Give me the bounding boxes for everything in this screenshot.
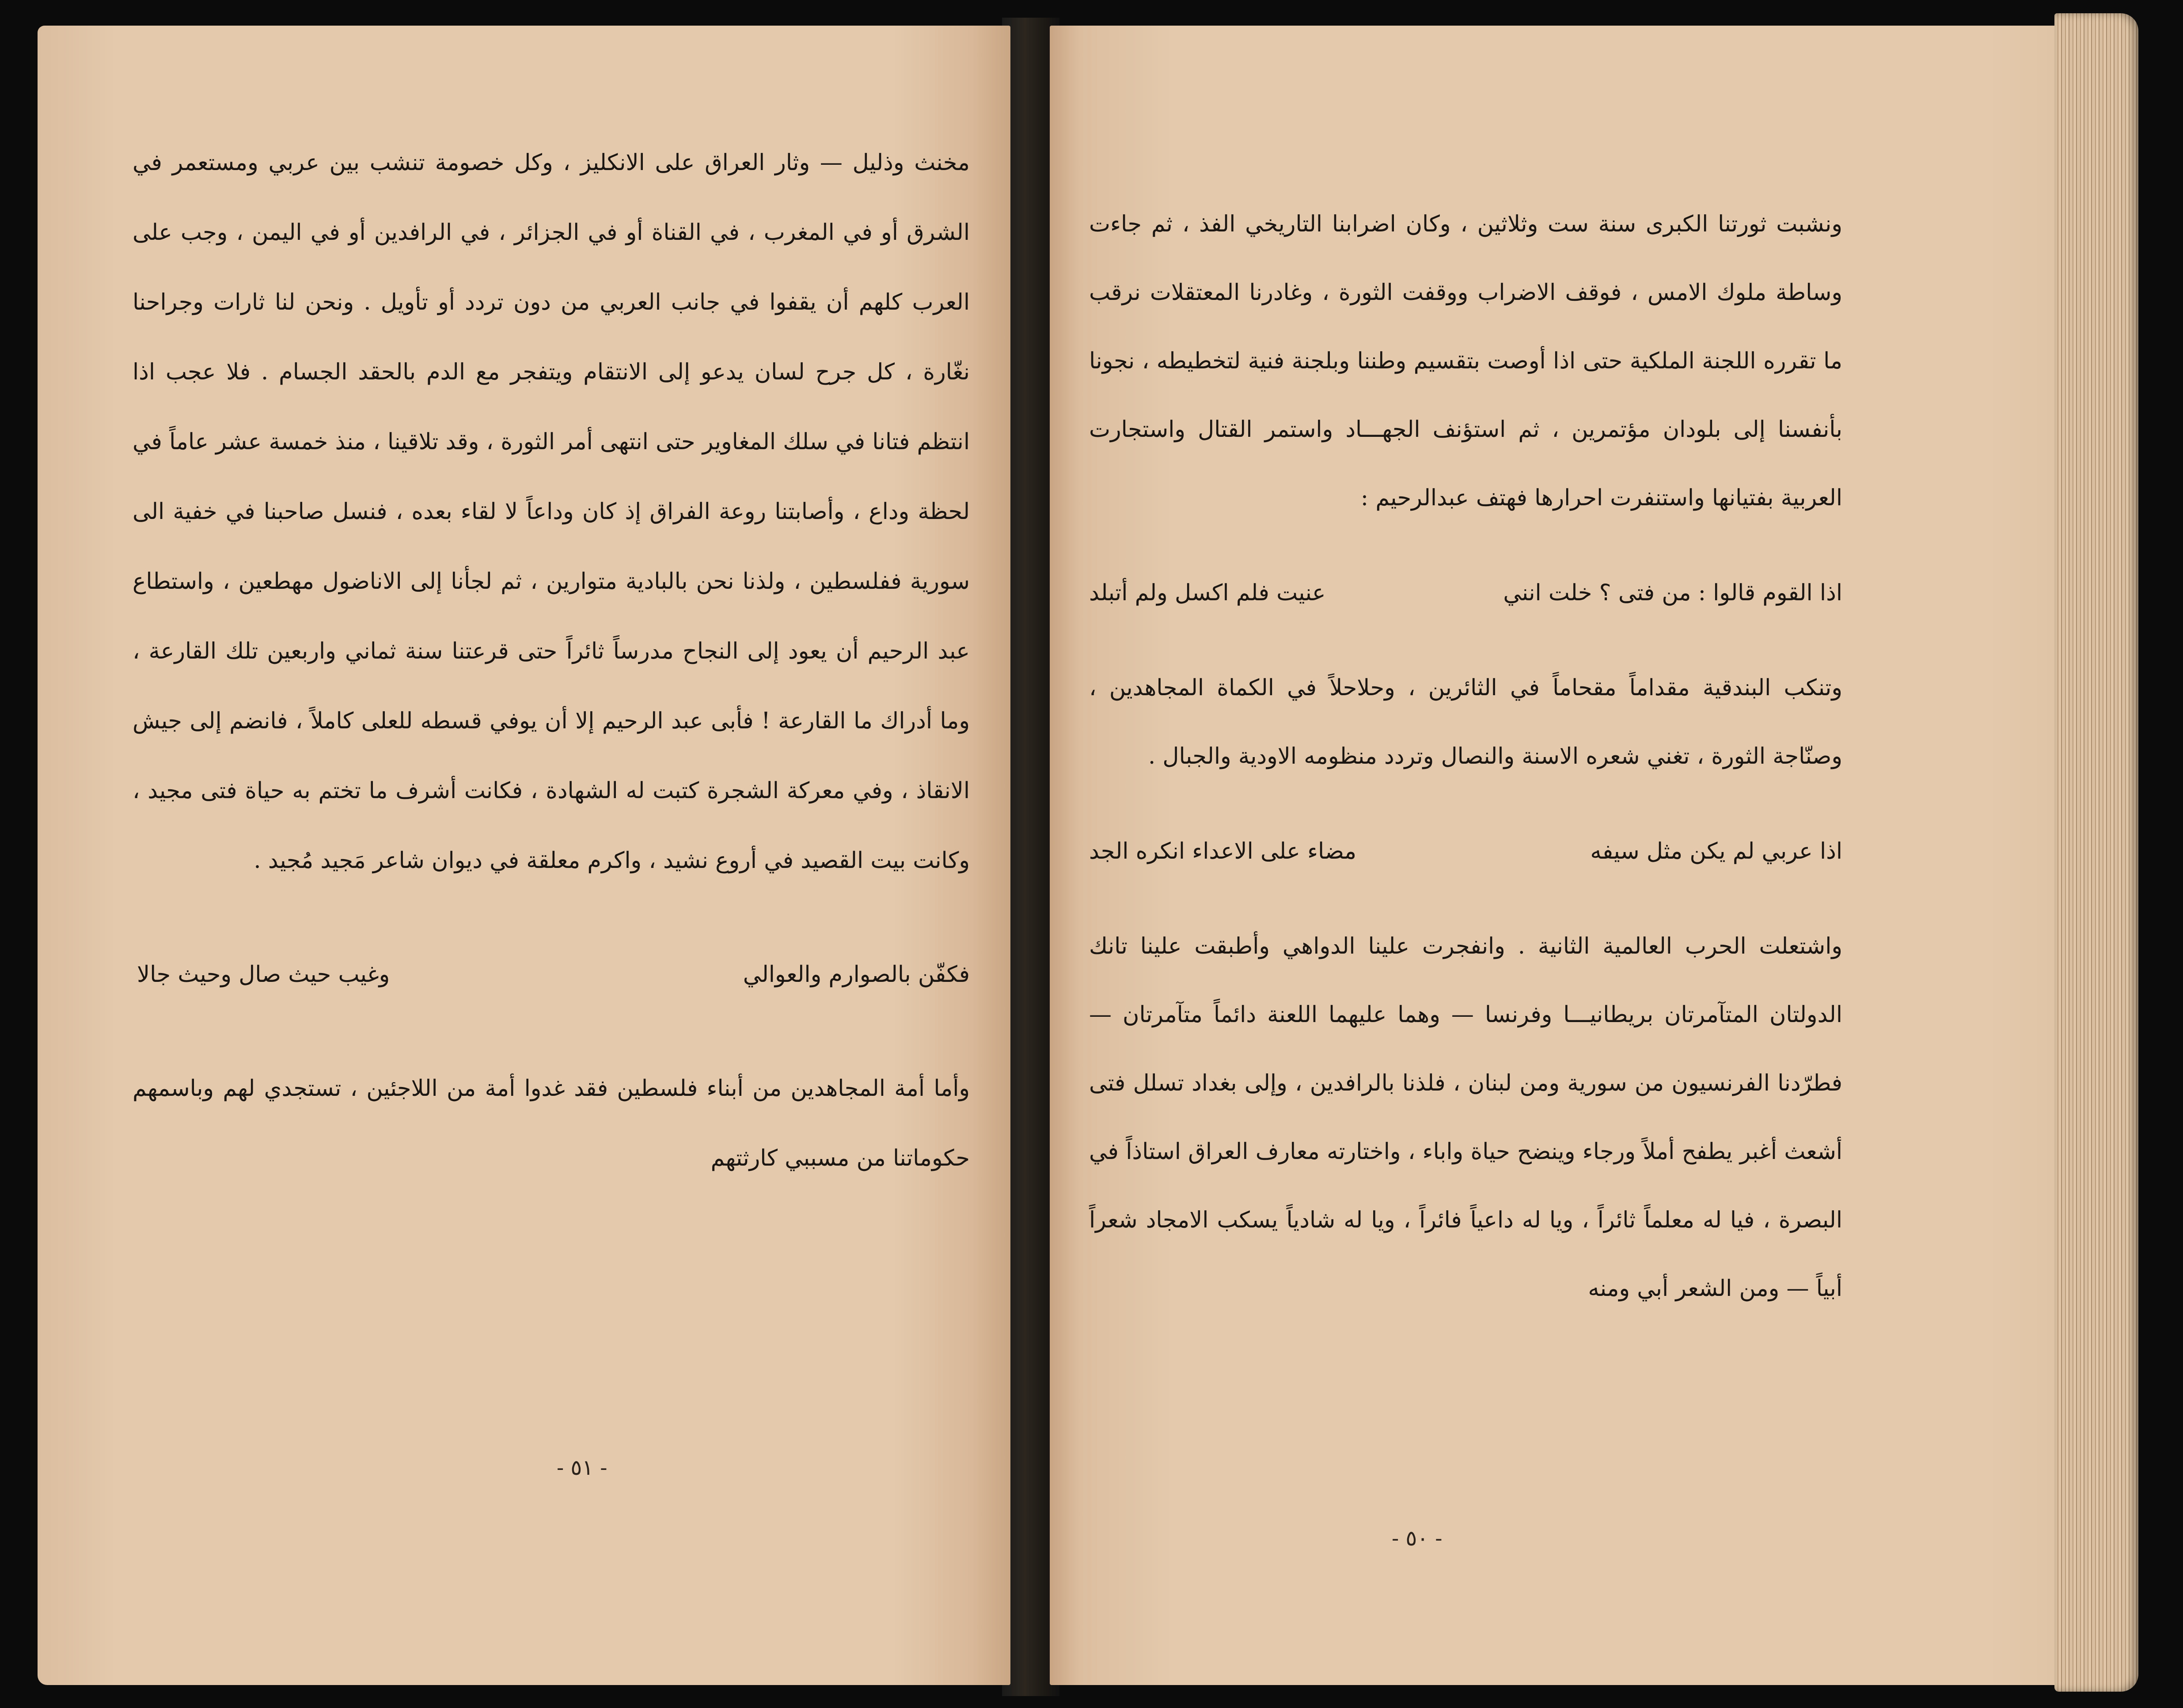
right-page-number: - ٥٠ -: [1392, 1526, 1443, 1551]
right-verse-2-second-hemistich: مضاء على الاعداء انكره الجد: [1089, 838, 1357, 864]
right-verse-2: [1089, 817, 1842, 886]
left-verse: [133, 940, 970, 1010]
left-page-number: - ٥١ -: [557, 1455, 607, 1480]
left-verse-second-hemistich: وغيب حيث صال وحيث جالا: [137, 962, 390, 988]
right-page-text: [1089, 190, 1842, 1323]
left-paragraph-1: مخنث وذليل — وثار العراق على الانكليز ، وكل خصومة تنشب بين عربي ومستعمر في الشرق أو في المغرب ، في القناة أو في الجزائر ، في الرافدين أو في اليمن ، وجب على العرب كلهم أن يقفوا في جانب العربي من دون تردد أو تأويل . ونحن لنا ثارات وجراحنا نغّارة ، كل جرح لسان يدعو إلى الانتقام ويتفجر مع الدم بالحقد الجسام . فلا عجب اذا انتظم فتانا في سلك المغاوير حتى انتهى أمر الثورة ، وقد تلاقينا ، منذ خمسة عشر عاماً في لحظة وداع ، وأصابتنا روعة الفراق إذ كان وداعاً لا لقاء بعده ، فنسل صاحبنا في خفية الى سورية ففلسطين ، ولذنا نحن بالبادية متوارين ، ثم لجأنا إلى الاناضول مهطعين ، واستطاع عبد الرحيم أن يعود إلى النجاح مدرساً ثائراً حتى قرعتنا سنة ثماني واربعين تلك القارعة ، وما أدراك ما القارعة ! فأبى عبد الرحيم إلا أن يوفي قسطه للعلى كاملاً ، فانضم إلى جيش الانقاذ ، وفي معركة الشجرة كتبت له الشهادة ، فكانت أشرف ما تختم به حياة فتى مجيد ، وكانت بيت القصيد في أروع نشيد ، واكرم معلقة في ديوان شاعر مَجيد مُجيد .: [133, 150, 970, 874]
right-paragraph-1: ونشبت ثورتنا الكبرى سنة ست وثلاثين ، وكان اضرابنا التاريخي الفذ ، ثم جاءت وساطة ملوك الامس ، فوقف الاضراب ووقفت الثورة ، وغادرنا المعتقلات نرقب ما تقرره اللجنة الملكية حتى اذا أوصت بتقسيم وطننا وبلجنة فنية لتخطيطه ، نجونا بأنفسنا إلى بلودان مؤتمرين ، ثم استؤنف الجهـــاد واستمر القتال واستجارت العربية بفتيانها واستنفرت احرارها فهتف عبدالرحيم :: [1089, 211, 1842, 511]
right-paragraph-2: وتنكب البندقية مقداماً مقحاماً في الثائرين ، وحلاحلاً في الكماة المجاهدين ، وصنّاجة الثورة ، تغني شعره الاسنة والنصال وتردد منظومه الاودية والجبال .: [1089, 675, 1842, 769]
left-verse-first-hemistich: فكفّن بالصوارم والعوالي: [743, 962, 970, 988]
right-verse-2-first-hemistich: اذا عربي لم يكن مثل سيفه: [1590, 838, 1842, 864]
left-page-text: [133, 128, 970, 1193]
right-verse-1-first-hemistich: اذا القوم قالوا : من فتى ؟ خلت انني: [1503, 580, 1842, 606]
right-verse-1: [1089, 559, 1842, 627]
left-paragraph-2: وأما أمة المجاهدين من أبناء فلسطين فقد غدوا أمة من اللاجئين ، تستجدي لهم وباسمهم حكوماتنا من مسببي كارثتهم: [133, 1076, 970, 1171]
right-paragraph-3: واشتعلت الحرب العالمية الثانية . وانفجرت علينا الدواهي وأطبقت علينا تانك الدولتان المتآمرتان بريطانيـــا وفرنسا — وهما عليهما اللعنة دائماً متآمرتان — فطرّدنا الفرنسيون من سورية ومن لبنان ، فلذنا بالرافدين ، وإلى بغداد تسلل فتى أشعث أغبر يطفح أملاً ورجاء وينضح حياة واباء ، واختارته معارف العراق استاذاً في البصرة ، فيا له معلماً ثائراً ، ويا له داعياً فائراً ، ويا له شادياً يسكب الامجاد شعراً أبياً — ومن الشعر أبي ومنه: [1089, 933, 1842, 1302]
right-verse-1-second-hemistich: عنيت فلم اكسل ولم أتبلد: [1089, 580, 1326, 606]
page-edges: [2054, 13, 2138, 1692]
